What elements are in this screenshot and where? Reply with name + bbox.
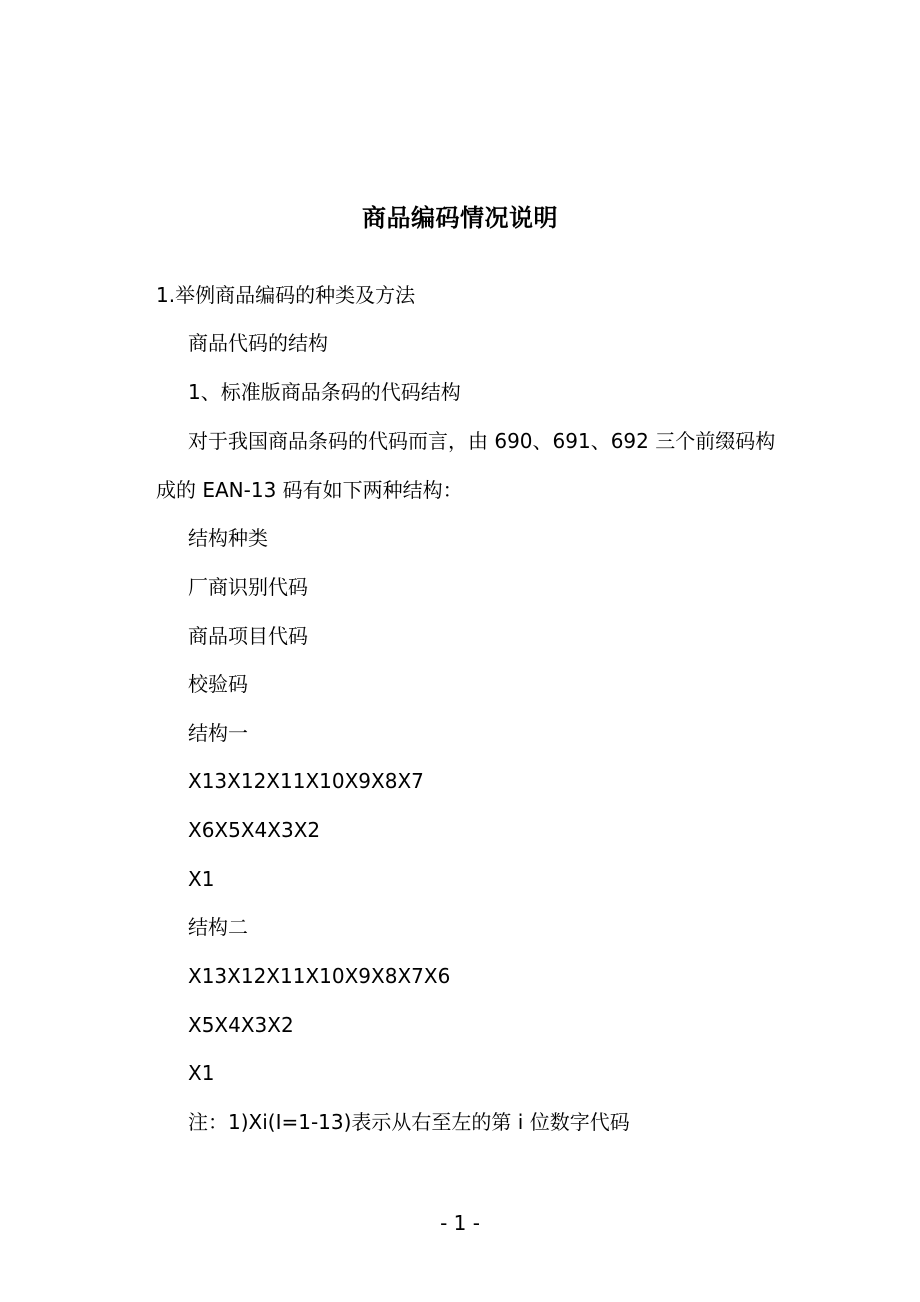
paragraph-line: 结构二	[188, 915, 248, 939]
paragraph-line: 结构种类	[188, 526, 268, 550]
page-number: - 1 -	[440, 1211, 480, 1235]
paragraph-line: X6X5X4X3X2	[188, 818, 321, 842]
section-heading: 1.举例商品编码的种类及方法	[156, 283, 416, 307]
paragraph-line: 对于我国商品条码的代码而言，由 690、691、692 三个前缀码构	[188, 429, 776, 453]
note-line: 注：1)Xi(I=1-13)表示从右至左的第 i 位数字代码	[188, 1110, 630, 1134]
paragraph-line: X1	[188, 867, 215, 891]
paragraph-line: 1、标准版商品条码的代码结构	[188, 380, 461, 404]
paragraph-line: 成的 EAN-13 码有如下两种结构：	[156, 478, 463, 502]
paragraph-line: 结构一	[188, 721, 248, 745]
page-title: 商品编码情况说明	[362, 204, 558, 232]
paragraph-line: X13X12X11X10X9X8X7	[188, 769, 424, 793]
paragraph-line: 商品项目代码	[188, 624, 308, 648]
paragraph-line: X1	[188, 1061, 215, 1085]
paragraph-line: X5X4X3X2	[188, 1013, 294, 1037]
paragraph-line: 商品代码的结构	[188, 331, 328, 355]
paragraph-line: 校验码	[188, 672, 248, 696]
paragraph-line: X13X12X11X10X9X8X7X6	[188, 964, 451, 988]
paragraph-line: 厂商识别代码	[188, 575, 308, 599]
